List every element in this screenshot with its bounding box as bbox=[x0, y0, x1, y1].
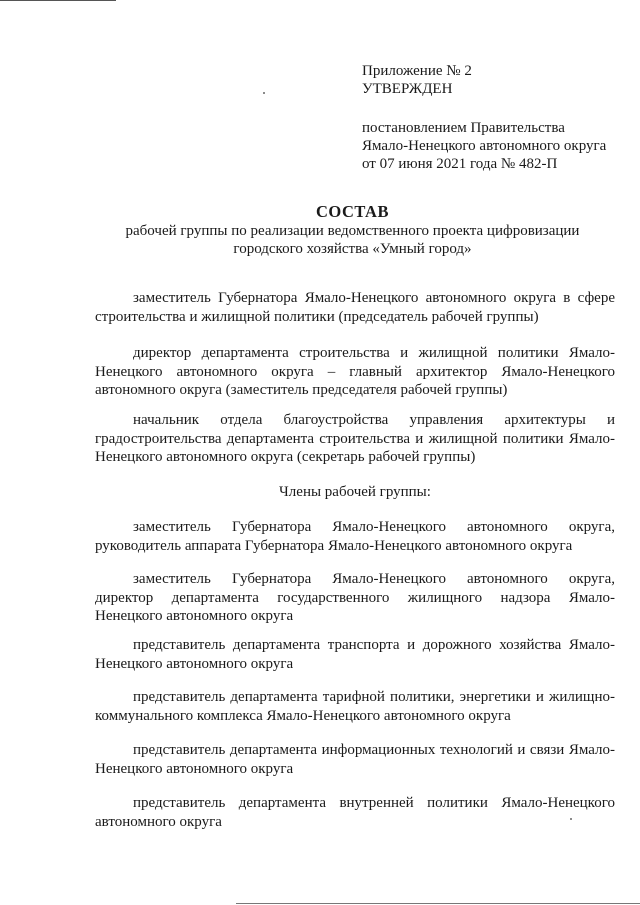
entry-line: градостроительства департамента строительства и жилищной политики Ямало- bbox=[95, 430, 615, 447]
entry-line: Ненецкого автономного округа bbox=[95, 655, 294, 672]
member-entry bbox=[95, 688, 615, 725]
entry-line: представитель департамента транспорта и дорожного хозяйства Ямало- bbox=[133, 637, 615, 653]
approval-header bbox=[362, 62, 632, 173]
entry-line: представитель департамента тарифной политики, энергетики и жилищно- bbox=[133, 689, 615, 705]
members-heading: Члены рабочей группы: bbox=[279, 484, 431, 500]
entry-line: автономного округа (заместитель председателя рабочей группы) bbox=[95, 382, 508, 398]
member-entry bbox=[95, 570, 615, 626]
member-entry bbox=[95, 518, 615, 555]
leader-entry-chair bbox=[95, 289, 615, 326]
member-entry bbox=[95, 794, 615, 831]
entry-line: заместитель Губернатора Ямало-Ненецкого автономного округа в сфере bbox=[133, 290, 615, 306]
entry-line: Ненецкого автономного округа bbox=[95, 760, 294, 777]
scan-edge-mark-bottom bbox=[236, 903, 640, 904]
subtitle-line: городского хозяйства «Умный город» bbox=[233, 241, 472, 257]
decree-line: постановлением Правительства bbox=[362, 120, 565, 136]
member-entry bbox=[95, 636, 615, 673]
leader-entry-secretary bbox=[95, 411, 615, 467]
entry-line: Ненецкого автономного округа (секретарь рабочей группы) bbox=[95, 449, 476, 465]
subtitle-line: рабочей группы по реализации ведомственного проекта цифровизации bbox=[125, 223, 580, 239]
entry-line: начальник отдела благоустройства управления архитектуры и bbox=[133, 412, 615, 428]
entry-line: коммунального комплекса Ямало-Ненецкого автономного округа bbox=[95, 707, 511, 724]
entry-line: Ненецкого автономного округа – главный архитектор Ямало-Ненецкого bbox=[95, 363, 615, 380]
entry-line: директор департамента строительства и жилищной политики Ямало- bbox=[133, 345, 615, 361]
scan-edge-mark-top bbox=[0, 0, 116, 1]
entry-line: представитель департамента внутренней политики Ямало-Ненецкого bbox=[133, 795, 615, 811]
approved-stamp: УТВЕРЖДЕН bbox=[362, 81, 453, 97]
document-subtitle bbox=[95, 222, 610, 258]
entry-line: заместитель Губернатора Ямало-Ненецкого автономного округа, bbox=[133, 571, 615, 587]
scan-speck bbox=[263, 92, 265, 94]
entry-line: строительства и жилищной политики (председатель рабочей группы) bbox=[95, 308, 539, 325]
entry-line: заместитель Губернатора Ямало-Ненецкого автономного округа, bbox=[133, 519, 615, 535]
entry-line: автономного округа bbox=[95, 813, 222, 830]
entry-line: директор департамента государственного жилищного надзора Ямало- bbox=[95, 589, 615, 606]
entry-line: руководитель аппарата Губернатора Ямало-Ненецкого автономного округа bbox=[95, 537, 573, 554]
decree-line: Ямало-Ненецкого автономного округа bbox=[362, 138, 607, 154]
appendix-number: Приложение № 2 bbox=[362, 63, 472, 79]
decree-line: от 07 июня 2021 года № 482-П bbox=[362, 156, 558, 172]
leader-entry-deputy-chair bbox=[95, 344, 615, 400]
entry-line: Ненецкого автономного округа bbox=[95, 608, 294, 624]
document-title: СОСТАВ bbox=[316, 202, 389, 221]
entry-line: представитель департамента информационных технологий и связи Ямало- bbox=[133, 742, 615, 758]
member-entry bbox=[95, 741, 615, 778]
